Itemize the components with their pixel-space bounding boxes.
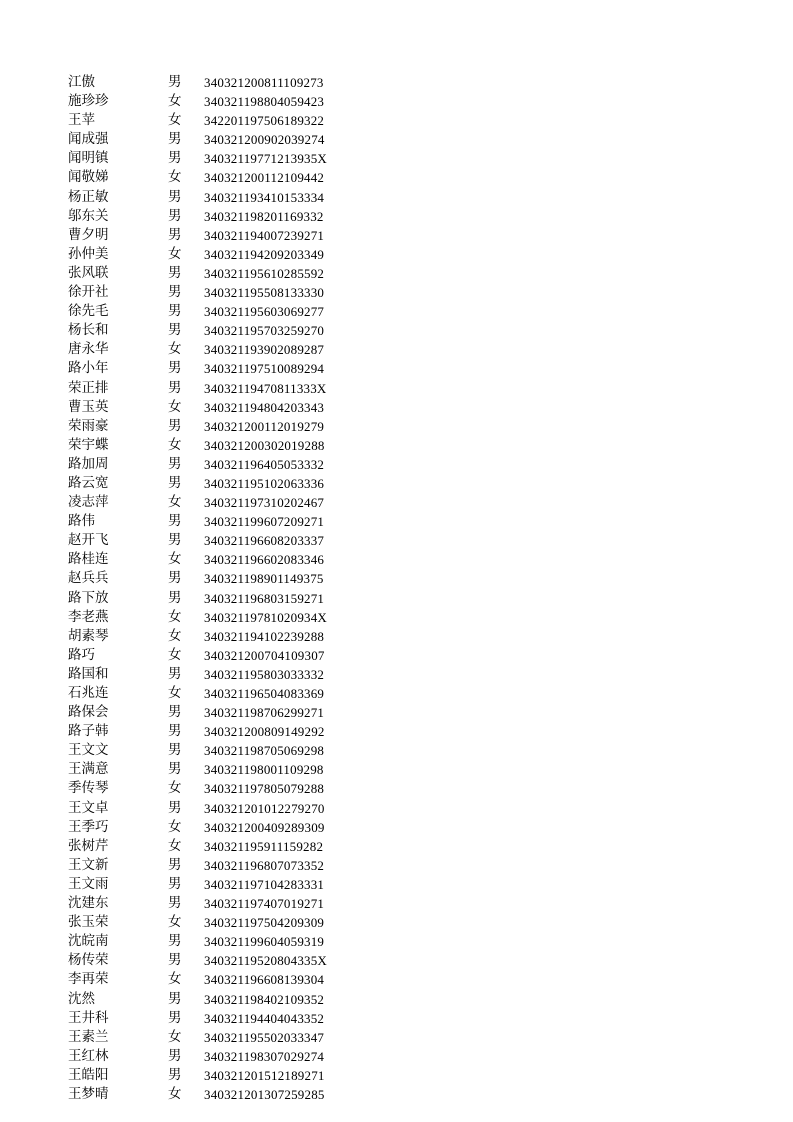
person-id-number: 340321196504083369 bbox=[204, 686, 325, 701]
person-gender: 男 bbox=[168, 990, 182, 1007]
table-row bbox=[68, 589, 368, 608]
person-id-number: 342201197506189322 bbox=[204, 113, 325, 129]
person-gender: 女 bbox=[168, 436, 182, 453]
person-gender: 男 bbox=[168, 303, 182, 320]
person-gender: 女 bbox=[168, 494, 182, 511]
person-gender: 男 bbox=[168, 799, 182, 816]
person-name: 路云宽 bbox=[68, 474, 109, 491]
table-row bbox=[68, 379, 368, 398]
person-name: 路保会 bbox=[68, 704, 109, 721]
person-gender: 女 bbox=[168, 608, 182, 625]
person-id-number: 340321194404043352 bbox=[204, 1010, 325, 1026]
person-id-number: 340321199607209271 bbox=[204, 514, 325, 530]
person-gender: 女 bbox=[168, 1085, 182, 1102]
table-row bbox=[68, 684, 368, 703]
person-name: 施珍珍 bbox=[68, 93, 109, 110]
person-gender: 女 bbox=[168, 1028, 182, 1045]
table-row bbox=[68, 531, 368, 550]
table-row bbox=[68, 703, 368, 722]
table-row bbox=[68, 207, 368, 226]
person-name: 杨正敏 bbox=[68, 188, 109, 205]
person-name: 路伟 bbox=[68, 513, 95, 530]
table-row bbox=[68, 226, 368, 245]
person-gender: 女 bbox=[168, 169, 182, 186]
person-name: 王素兰 bbox=[68, 1028, 109, 1045]
table-row bbox=[68, 875, 368, 894]
person-id-number: 340321195102063336 bbox=[204, 475, 325, 491]
table-row bbox=[68, 130, 368, 149]
table-row bbox=[68, 493, 368, 512]
table-row bbox=[68, 741, 368, 760]
person-gender: 男 bbox=[168, 513, 182, 530]
person-gender: 男 bbox=[168, 1047, 182, 1064]
person-id-number: 340321197805079288 bbox=[204, 781, 325, 797]
person-name: 闻成强 bbox=[68, 131, 109, 148]
table-row bbox=[68, 894, 368, 913]
person-gender: 女 bbox=[168, 341, 182, 358]
person-name: 王文文 bbox=[68, 742, 109, 759]
person-gender: 男 bbox=[168, 952, 182, 969]
person-id-number: 340321193902089287 bbox=[204, 342, 325, 358]
person-gender: 男 bbox=[168, 207, 182, 224]
person-name: 王梦晴 bbox=[68, 1085, 109, 1102]
person-name: 徐先毛 bbox=[68, 303, 109, 320]
table-row bbox=[68, 1066, 368, 1085]
table-row bbox=[68, 512, 368, 531]
person-name: 张风联 bbox=[68, 264, 109, 281]
person-gender: 女 bbox=[168, 971, 182, 988]
person-gender: 男 bbox=[168, 933, 182, 950]
person-gender: 男 bbox=[168, 188, 182, 205]
person-id-number: 340321200409289309 bbox=[204, 819, 325, 835]
person-gender: 男 bbox=[168, 895, 182, 912]
person-name: 路子韩 bbox=[68, 723, 109, 740]
table-row bbox=[68, 608, 368, 627]
person-name: 王文卓 bbox=[68, 799, 109, 816]
person-name: 路加周 bbox=[68, 455, 109, 472]
person-gender: 女 bbox=[168, 398, 182, 415]
person-name: 李再荣 bbox=[68, 971, 109, 988]
person-gender: 女 bbox=[168, 914, 182, 931]
person-gender: 男 bbox=[168, 875, 182, 892]
person-name: 沈建东 bbox=[68, 895, 109, 912]
person-gender: 男 bbox=[168, 570, 182, 587]
person-id-number: 340321194102239288 bbox=[204, 628, 325, 644]
person-gender: 男 bbox=[168, 284, 182, 301]
person-id-number: 340321198201169332 bbox=[204, 208, 324, 224]
person-id-number: 340321194007239271 bbox=[204, 227, 325, 243]
person-id-number: 340321200112109442 bbox=[204, 170, 325, 186]
person-gender: 女 bbox=[168, 837, 182, 854]
person-gender: 男 bbox=[168, 322, 182, 339]
table-row bbox=[68, 302, 368, 321]
person-gender: 女 bbox=[168, 245, 182, 262]
person-id-number: 340321198001109298 bbox=[204, 762, 324, 778]
person-gender: 女 bbox=[168, 646, 182, 663]
table-row bbox=[68, 1085, 368, 1104]
person-id-number: 340321194804203343 bbox=[204, 399, 325, 415]
table-row bbox=[68, 913, 368, 932]
table-row bbox=[68, 283, 368, 302]
person-id-number: 340321193410153334 bbox=[204, 189, 325, 205]
person-id-number: 340321199604059319 bbox=[204, 934, 325, 950]
person-name: 曹夕明 bbox=[68, 226, 109, 243]
person-name: 李老燕 bbox=[68, 608, 109, 625]
person-id-number: 34032119781020934X bbox=[204, 609, 328, 625]
person-name: 唐永华 bbox=[68, 341, 109, 358]
person-gender: 男 bbox=[168, 131, 182, 148]
person-name: 沈然 bbox=[68, 990, 95, 1007]
person-id-number: 340321200302019288 bbox=[204, 437, 325, 453]
person-id-number: 340321195610285592 bbox=[204, 265, 325, 281]
person-gender: 男 bbox=[168, 856, 182, 873]
table-row bbox=[68, 1047, 368, 1066]
person-gender: 男 bbox=[168, 532, 182, 549]
person-id-number: 340321197310202467 bbox=[204, 495, 325, 511]
person-gender: 男 bbox=[168, 150, 182, 167]
person-name: 王满意 bbox=[68, 761, 109, 778]
person-id-number: 340321195603069277 bbox=[204, 304, 325, 320]
person-gender: 女 bbox=[168, 93, 182, 110]
person-gender: 男 bbox=[168, 226, 182, 243]
person-name: 路巧 bbox=[68, 646, 95, 663]
table-row bbox=[68, 818, 368, 837]
table-row bbox=[68, 73, 368, 92]
person-name: 闻敬娣 bbox=[68, 169, 109, 186]
person-name: 赵开飞 bbox=[68, 532, 109, 549]
person-name: 路桂连 bbox=[68, 551, 109, 568]
person-gender: 男 bbox=[168, 589, 182, 606]
table-row bbox=[68, 627, 368, 646]
table-row bbox=[68, 359, 368, 378]
person-name: 徐开社 bbox=[68, 284, 109, 301]
person-id-number: 340321200809149292 bbox=[204, 724, 325, 740]
person-id-number: 340321197504209309 bbox=[204, 915, 325, 931]
person-name: 张树芹 bbox=[68, 837, 109, 854]
person-name: 江傲 bbox=[68, 74, 95, 90]
table-row bbox=[68, 550, 368, 569]
person-id-number: 34032119520804335X bbox=[204, 953, 328, 969]
person-id-number: 340321196608203337 bbox=[204, 533, 325, 549]
person-gender: 女 bbox=[168, 112, 182, 129]
person-gender: 男 bbox=[168, 264, 182, 281]
table-row bbox=[68, 665, 368, 684]
table-row bbox=[68, 188, 368, 207]
person-gender: 男 bbox=[168, 761, 182, 778]
person-id-number: 340321194209203349 bbox=[204, 246, 325, 262]
person-name: 王红林 bbox=[68, 1047, 109, 1064]
table-row bbox=[68, 1009, 368, 1028]
person-name: 王季巧 bbox=[68, 818, 109, 835]
person-gender: 男 bbox=[168, 742, 182, 759]
person-gender: 男 bbox=[168, 723, 182, 740]
table-row bbox=[68, 951, 368, 970]
person-gender: 男 bbox=[168, 455, 182, 472]
person-id-number: 340321200902039274 bbox=[204, 132, 325, 148]
table-row bbox=[68, 264, 368, 283]
person-id-number: 340321201012279270 bbox=[204, 800, 325, 816]
person-id-number: 340321198402109352 bbox=[204, 991, 325, 1007]
person-name: 王文雨 bbox=[68, 875, 109, 892]
person-id-number: 340321201512189271 bbox=[204, 1067, 325, 1083]
person-id-number: 340321198307029274 bbox=[204, 1048, 325, 1064]
table-row bbox=[68, 92, 368, 111]
person-gender: 女 bbox=[168, 685, 182, 701]
person-name: 曹玉英 bbox=[68, 398, 109, 415]
person-name: 张玉荣 bbox=[68, 914, 109, 931]
person-name: 孙仲美 bbox=[68, 245, 109, 262]
person-id-number: 34032119470811333X bbox=[204, 380, 327, 396]
table-row bbox=[68, 990, 368, 1009]
table-row bbox=[68, 149, 368, 168]
person-id-number: 340321198901149375 bbox=[204, 571, 324, 587]
person-gender: 女 bbox=[168, 780, 182, 797]
table-row bbox=[68, 932, 368, 951]
person-id-number: 340321196602083346 bbox=[204, 552, 325, 568]
person-id-number: 340321196807073352 bbox=[204, 857, 325, 873]
person-id-number: 340321200811109273 bbox=[204, 75, 324, 90]
table-row bbox=[68, 569, 368, 588]
person-name: 杨长和 bbox=[68, 322, 109, 339]
table-row bbox=[68, 760, 368, 779]
table-row bbox=[68, 837, 368, 856]
person-name: 胡素琴 bbox=[68, 627, 109, 644]
person-name: 荣宇蝶 bbox=[68, 436, 109, 453]
person-gender: 男 bbox=[168, 665, 182, 682]
person-gender: 女 bbox=[168, 551, 182, 568]
person-id-number: 340321201307259285 bbox=[204, 1086, 325, 1102]
person-id-number: 340321196608139304 bbox=[204, 972, 325, 988]
table-row bbox=[68, 455, 368, 474]
person-gender: 男 bbox=[168, 74, 182, 90]
table-row bbox=[68, 646, 368, 665]
person-name: 王文新 bbox=[68, 856, 109, 873]
person-name: 沈皖南 bbox=[68, 933, 109, 950]
table-row bbox=[68, 321, 368, 340]
person-id-number: 340321197510089294 bbox=[204, 361, 325, 377]
person-name: 荣正排 bbox=[68, 379, 109, 396]
person-id-number: 340321198804059423 bbox=[204, 94, 325, 110]
person-id-number: 340321195803033332 bbox=[204, 666, 325, 682]
table-row bbox=[68, 245, 368, 264]
person-gender: 男 bbox=[168, 360, 182, 377]
person-id-number: 340321196405053332 bbox=[204, 456, 325, 472]
person-gender: 男 bbox=[168, 1009, 182, 1026]
person-id-number: 340321200704109307 bbox=[204, 647, 325, 663]
table-row bbox=[68, 1028, 368, 1047]
person-id-number: 340321195502033347 bbox=[204, 1029, 325, 1045]
person-name: 季传琴 bbox=[68, 780, 109, 797]
person-name: 杨传荣 bbox=[68, 952, 109, 969]
person-name: 凌志萍 bbox=[68, 494, 109, 511]
table-row bbox=[68, 398, 368, 417]
table-row bbox=[68, 779, 368, 798]
person-gender: 男 bbox=[168, 417, 182, 434]
table-row bbox=[68, 436, 368, 455]
person-name: 赵兵兵 bbox=[68, 570, 109, 587]
person-gender: 男 bbox=[168, 474, 182, 491]
person-id-number: 340321200112019279 bbox=[204, 418, 325, 434]
person-id-number: 340321198706299271 bbox=[204, 705, 325, 721]
table-row bbox=[68, 856, 368, 875]
person-gender: 男 bbox=[168, 379, 182, 396]
person-gender: 男 bbox=[168, 1066, 182, 1083]
person-name: 路下放 bbox=[68, 589, 109, 606]
person-id-number: 340321197407019271 bbox=[204, 896, 325, 912]
person-gender: 女 bbox=[168, 627, 182, 644]
person-id-number: 340321195911159282 bbox=[204, 838, 324, 854]
table-row bbox=[68, 970, 368, 989]
person-name: 路小年 bbox=[68, 360, 109, 377]
roster-table bbox=[68, 73, 368, 1104]
table-row bbox=[68, 799, 368, 818]
person-id-number: 340321195703259270 bbox=[204, 323, 325, 339]
person-id-number: 340321196803159271 bbox=[204, 590, 325, 606]
person-gender: 女 bbox=[168, 818, 182, 835]
person-name: 王皓阳 bbox=[68, 1066, 109, 1083]
person-id-number: 340321197104283331 bbox=[204, 876, 325, 892]
table-row bbox=[68, 722, 368, 741]
person-name: 石兆连 bbox=[68, 685, 109, 701]
person-name: 邬东关 bbox=[68, 207, 109, 224]
person-name: 闻明镇 bbox=[68, 150, 109, 167]
table-row bbox=[68, 340, 368, 359]
person-id-number: 340321198705069298 bbox=[204, 743, 325, 759]
person-name: 路国和 bbox=[68, 665, 109, 682]
table-row bbox=[68, 111, 368, 130]
table-row bbox=[68, 474, 368, 493]
person-name: 王苹 bbox=[68, 112, 95, 129]
person-gender: 男 bbox=[168, 704, 182, 721]
person-id-number: 340321195508133330 bbox=[204, 285, 325, 301]
person-id-number: 34032119771213935X bbox=[204, 151, 328, 167]
table-row bbox=[68, 168, 368, 187]
person-name: 王井科 bbox=[68, 1009, 109, 1026]
person-name: 荣雨豪 bbox=[68, 417, 109, 434]
table-row bbox=[68, 417, 368, 436]
